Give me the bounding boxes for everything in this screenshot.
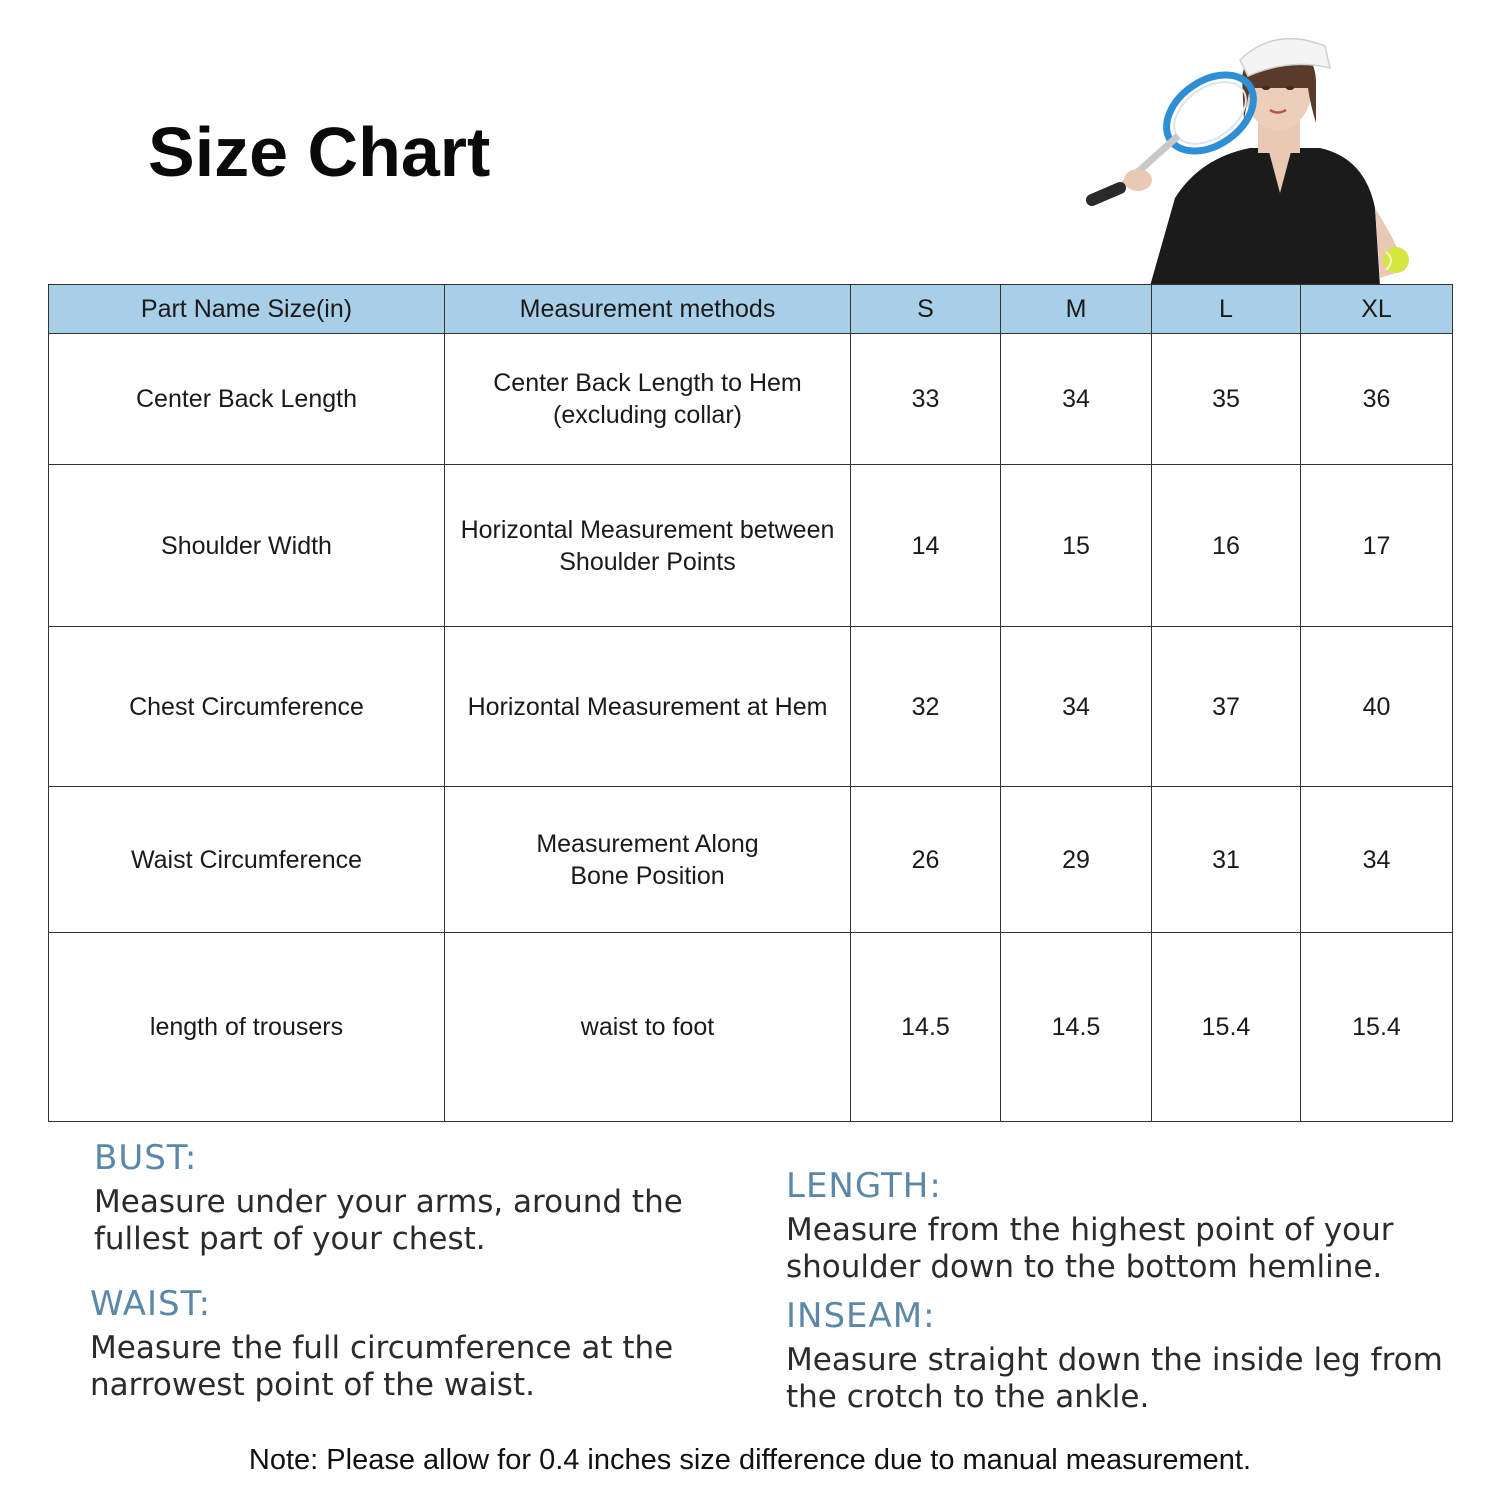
length-guide [786,1166,1486,1286]
size-l-cell: 35 [1152,334,1301,465]
size-s-cell: 33 [851,334,1001,465]
measurement-note: Note: Please allow for 0.4 inches size difference due to manual measurement. [248,1444,1252,1476]
waist-guide [90,1284,730,1404]
inseam-heading: INSEAM: [786,1296,936,1336]
header-size-s: S [851,285,1001,334]
size-xl-cell: 15.4 [1301,933,1453,1122]
part-name-cell: Center Back Length [49,334,445,465]
size-xl-cell: 17 [1301,465,1453,627]
method-cell: Center Back Length to Hem (excluding collar) [445,334,851,465]
bust-guide [94,1138,734,1258]
size-l-cell: 15.4 [1152,933,1301,1122]
header-size-m: M [1001,285,1152,334]
length-text: Measure from the highest point of your shoulder down to the bottom hemline. [786,1212,1394,1285]
method-cell: Horizontal Measurement between Shoulder Points [445,465,851,627]
size-m-cell: 14.5 [1001,933,1152,1122]
size-m-cell: 34 [1001,334,1152,465]
size-l-cell: 37 [1152,627,1301,787]
page-title: Size Chart [148,113,491,191]
inseam-guide [786,1296,1486,1416]
table-header-row [49,285,1453,334]
part-name-cell: Shoulder Width [49,465,445,627]
bust-heading: BUST: [94,1138,198,1178]
part-name-cell: Waist Circumference [49,787,445,933]
part-name-cell: Chest Circumference [49,627,445,787]
size-xl-cell: 40 [1301,627,1453,787]
header-size-xl: XL [1301,285,1453,334]
size-m-cell: 34 [1001,627,1152,787]
size-xl-cell: 34 [1301,787,1453,933]
size-xl-cell: 36 [1301,334,1453,465]
size-s-cell: 14.5 [851,933,1001,1122]
inseam-text: Measure straight down the inside leg from the crotch to the ankle. [786,1342,1443,1415]
table-row [49,787,1453,933]
table-row [49,465,1453,627]
size-l-cell: 31 [1152,787,1301,933]
size-l-cell: 16 [1152,465,1301,627]
bust-text: Measure under your arms, around the fullest part of your chest. [94,1184,683,1257]
length-heading: LENGTH: [786,1166,942,1206]
waist-heading: WAIST: [90,1284,212,1324]
size-s-cell: 14 [851,465,1001,627]
header-measurement-methods: Measurement methods [445,285,851,334]
table-row [49,334,1453,465]
part-name-cell: length of trousers [49,933,445,1122]
size-s-cell: 26 [851,787,1001,933]
model-photo [1080,8,1440,286]
header-part-name: Part Name Size(in) [49,285,445,334]
method-cell: Horizontal Measurement at Hem [445,627,851,787]
table-row [49,627,1453,787]
size-m-cell: 29 [1001,787,1152,933]
size-s-cell: 32 [851,627,1001,787]
method-cell: Measurement Along Bone Position [445,787,851,933]
waist-text: Measure the full circumference at the narrowest point of the waist. [90,1330,674,1403]
table-row [49,933,1453,1122]
method-cell: waist to foot [445,933,851,1122]
size-m-cell: 15 [1001,465,1152,627]
size-table [48,284,1453,1122]
header-size-l: L [1152,285,1301,334]
